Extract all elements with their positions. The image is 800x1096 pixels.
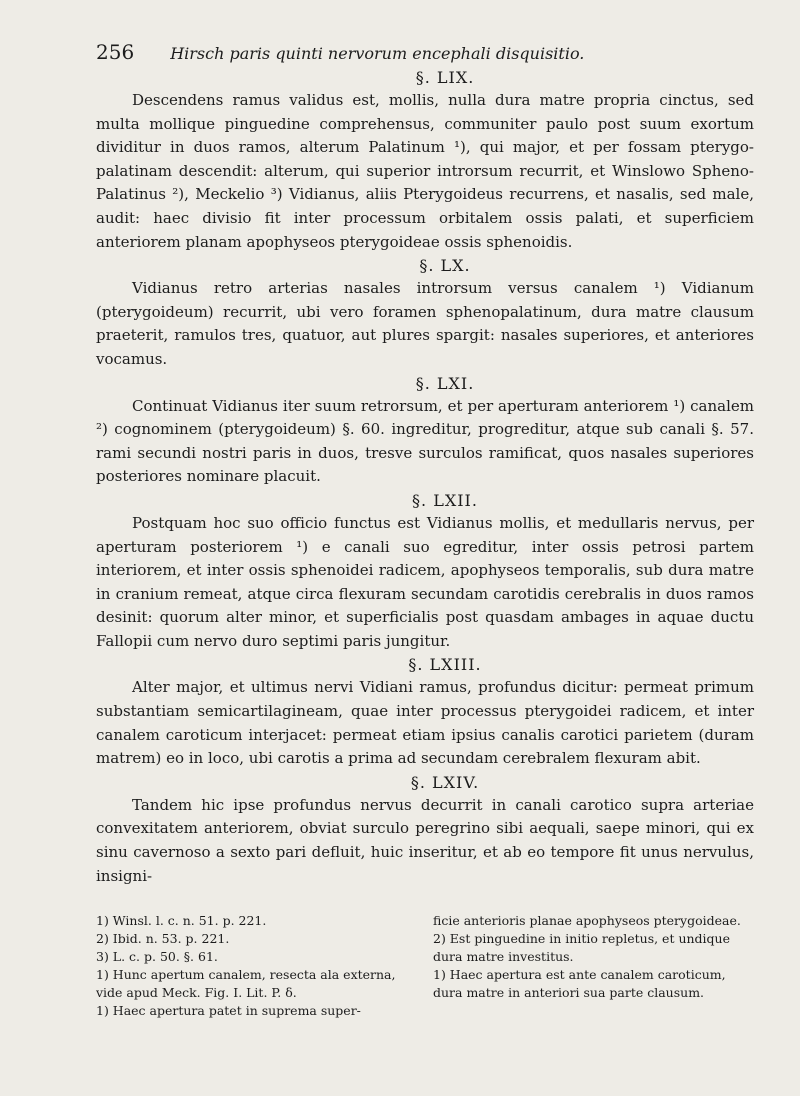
page-number: 256 xyxy=(96,40,135,64)
section-lxiii xyxy=(96,655,754,770)
section-text: Tandem hic ipse profundus nervus decurrit in canali carotico supra arteriae convexitatem anteriorem, obviat surculo peregrino sibi aequali, saepe minori, qui ex sinu cavernoso a sexto pari defluit, huic inseritur, et ab eo tempore fit unus nervulus, insigni- xyxy=(96,795,754,885)
section-text: Postquam hoc suo officio functus est Vidianus mollis, et medullaris nervus, per aperturam posteriorem ¹) e canali suo egreditur, inter ossis petrosi partem interiorem, et inter ossis sphenoidei radicem, apophyseos temporalis, sub dura matre in cranium remeat, atque circa flexuram secundam carotidis cerebralis in duos ramos desinit: quorum alter minor, et superficialis post quasdam ambages in aquae ductu Fallopii cum nervo duro septimi paris jungitur. xyxy=(96,513,754,650)
footnote: 3) L. c. p. 50. §. 61. xyxy=(96,949,218,964)
footnote: 1) Haec apertura est ante canalem caroticum, dura matre in anteriori sua parte clausum. xyxy=(433,967,726,1000)
footnote: 1) Haec apertura patet in suprema super- xyxy=(96,1003,361,1018)
section-lxiv xyxy=(96,773,754,888)
footnote: ficie anterioris planae apophyseos pterygoideae. xyxy=(433,913,741,928)
footnote: 2) Est pinguedine in initio repletus, et undique dura matre investitus. xyxy=(433,931,730,964)
section-heading: §. LXII. xyxy=(412,490,478,510)
footnote: 1) Winsl. l. c. n. 51. p. 221. xyxy=(96,913,267,928)
section-lxi xyxy=(96,374,754,489)
running-title: Hirsch paris quinti nervorum encephali disquisitio. xyxy=(170,44,585,63)
section-text: Vidianus retro arterias nasales introrsum versus canalem ¹) Vidianum (pterygoideum) recurrit, ubi vero foramen sphenopalatinum, dura matre clausum praeterit, ramulos tres, quatuor, aut plures spargit: nasales superiores, et anteriores vocamus. xyxy=(96,279,754,368)
section-heading: §. LX. xyxy=(419,256,471,276)
footnotes-right-column xyxy=(433,912,754,1020)
section-text: Continuat Vidianus iter suum retrorsum, et per aperturam anteriorem ¹) canalem ²) cognominem (pterygoideum) §. 60. ingreditur, progreditur, atque sub canali §. 57. rami secundi nostri paris in duos, tresve surculos ramificat, quos nasales superiores posteriores nominare placuit. xyxy=(96,396,754,486)
section-lix xyxy=(96,68,754,254)
section-lxii xyxy=(96,491,754,654)
footnote: 1) Hunc apertum canalem, resecta ala externa, vide apud Meck. Fig. I. Lit. P. δ. xyxy=(96,967,396,1000)
page-header xyxy=(96,40,754,64)
footnotes xyxy=(96,912,754,1020)
section-heading: §. LXIV. xyxy=(410,772,480,792)
section-heading: §. LXI. xyxy=(415,373,475,393)
footnote: 2) Ibid. n. 53. p. 221. xyxy=(96,931,230,946)
section-heading: §. LIX. xyxy=(415,68,475,87)
section-heading: §. LXIII. xyxy=(408,655,482,675)
section-text: Descendens ramus validus est, mollis, nulla dura matre propria cinctus, sed multa mollique pinguedine comprehensus, communiter paulo post suum exortum dividitur in duos ramos, alterum Palatinum ¹), qui major, et per fossam pterygo-palatinam descendit: alterum, qui superior introrsum recurrit, et Winslowo Spheno-Palatinus ²), Meckelio ³) Vidianus, aliis Pterygoideus recurrens, et nasalis, sed male, audit: haec divisio fit inter processum orbitalem ossis palati, et superficiem anteriorem planam apophyseos pterygoideae ossis sphenoidis. xyxy=(96,91,754,251)
footnotes-left-column xyxy=(96,912,417,1020)
section-lx xyxy=(96,256,754,371)
section-text: Alter major, et ultimus nervi Vidiani ramus, profundus dicitur: permeat primum substantiam semicartilagineam, quae inter processus pterygoidei radicem, et inter canalem caroticum interjacet: permeat etiam ipsius canalis carotici parietem (duram matrem) eo in loco, ubi carotis a prima ad secundam cerebralem flexuram abit. xyxy=(96,678,754,768)
